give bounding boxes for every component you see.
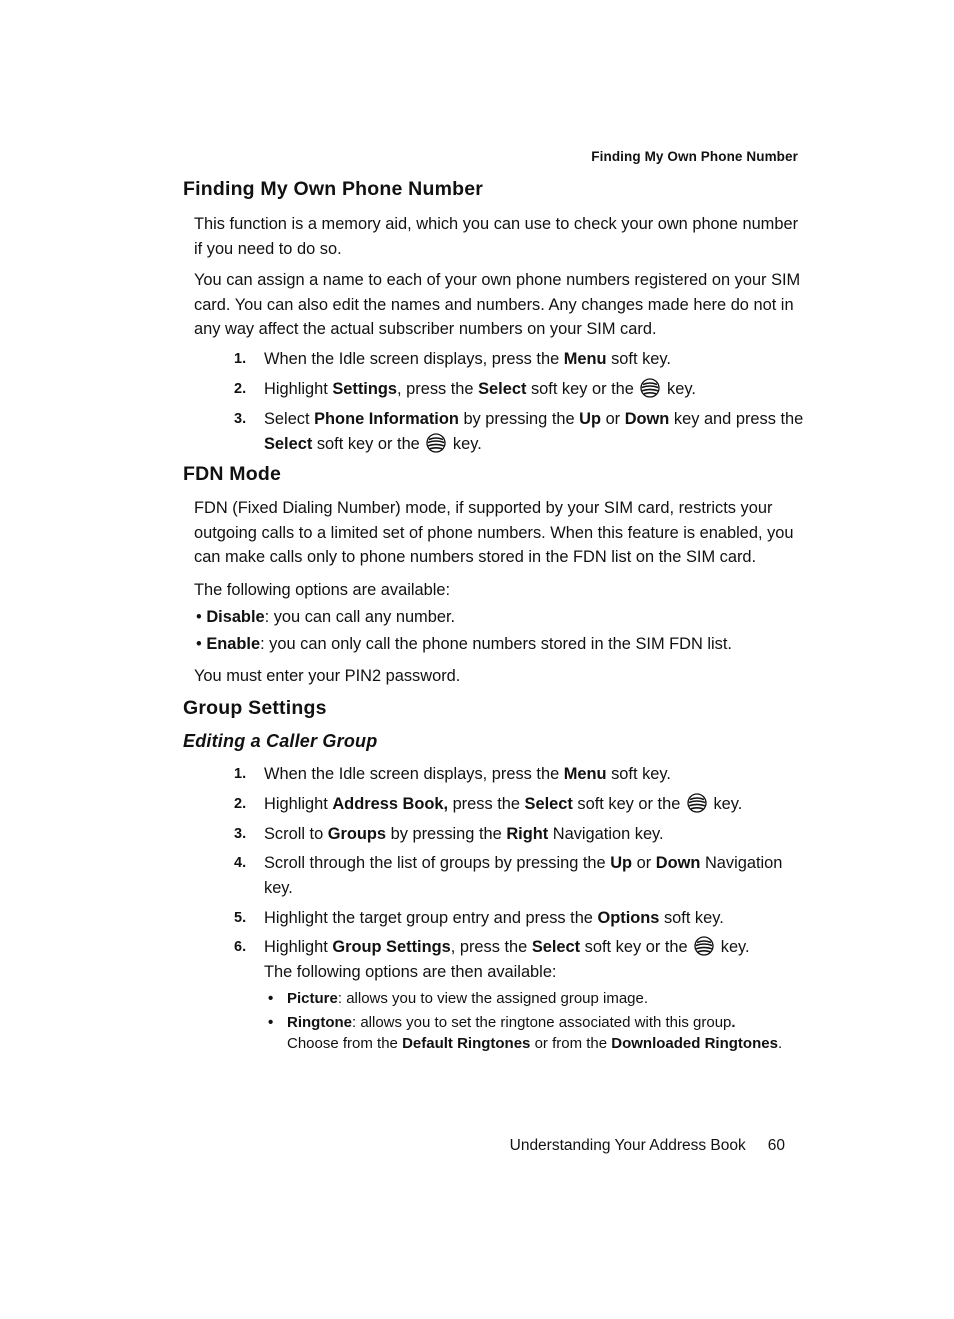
step-number: 2. — [234, 796, 247, 812]
paragraph — [194, 664, 804, 689]
bullet-item: • Enable: you can only call the phone numbers stored in the SIM FDN list. — [196, 635, 732, 653]
paragraph-text: You must enter your PIN2 password. — [194, 667, 461, 685]
subsection-heading-editing-caller-group: Editing a Caller Group — [183, 731, 378, 751]
step-number: 6. — [234, 939, 247, 955]
step-text: Scroll to Groups by pressing the Right Navigation key. — [264, 825, 664, 843]
step-number: 3. — [234, 411, 247, 427]
page-number: 60 — [767, 1137, 785, 1154]
running-head: Finding My Own Phone Number — [591, 149, 798, 164]
step-number: 3. — [234, 826, 247, 842]
paragraph — [194, 212, 804, 261]
step-text: When the Idle screen displays, press the Menu soft key. — [264, 350, 671, 368]
paragraph-text: This function is a memory aid, which you can use to check your own phone number if you need to do so. — [194, 215, 799, 258]
navigation-key-icon — [687, 793, 707, 813]
step-text: Highlight the target group entry and press the Options soft key. — [264, 909, 724, 927]
step-text: Scroll through the list of groups by pressing the Up or Down Navigation key. — [264, 854, 783, 897]
step-number: 4. — [234, 855, 247, 871]
paragraph-text: The following options are available: — [194, 581, 451, 599]
step-text: Highlight Address Book, press the Select soft key or the key. — [264, 795, 743, 813]
navigation-key-icon — [694, 936, 714, 956]
paragraph — [194, 578, 804, 603]
page-footer — [510, 1137, 785, 1155]
step-text: Highlight Group Settings, press the Select soft key or the key. The following options are then available: — [264, 938, 750, 981]
step-text: Highlight Settings, press the Select soft key or the key. — [264, 380, 696, 398]
footer-chapter-title: Understanding Your Address Book — [509, 1137, 746, 1154]
navigation-key-icon — [640, 378, 660, 398]
paragraph-text: FDN (Fixed Dialing Number) mode, if supported by your SIM card, restricts your outgoing calls to a limited set of phone numbers. When this feature is enabled, you can make calls only to phone numbers stored in the FDN list on the SIM card. — [194, 499, 794, 566]
paragraph-text: You can assign a name to each of your own phone numbers registered on your SIM card. You can also edit the names and numbers. Any changes made here do not in any way affect the actual subscriber numbers on your SIM card. — [194, 271, 801, 338]
section-heading-fdn-mode: FDN Mode — [183, 463, 282, 485]
step-number: 2. — [234, 381, 247, 397]
step-number: 1. — [234, 766, 247, 782]
step-number: 5. — [234, 910, 247, 926]
step-text: Select Phone Information by pressing the Up or Down key and press the Select soft key or the key. — [264, 410, 804, 453]
navigation-key-icon — [426, 433, 446, 453]
section-heading-finding-number: Finding My Own Phone Number — [183, 178, 484, 200]
paragraph — [194, 496, 804, 570]
paragraph — [194, 268, 804, 342]
step-number: 1. — [234, 351, 247, 367]
bullet-item: • Disable: you can call any number. — [196, 608, 456, 626]
step-text: When the Idle screen displays, press the Menu soft key. — [264, 765, 671, 783]
section-heading-group-settings: Group Settings — [183, 697, 327, 719]
